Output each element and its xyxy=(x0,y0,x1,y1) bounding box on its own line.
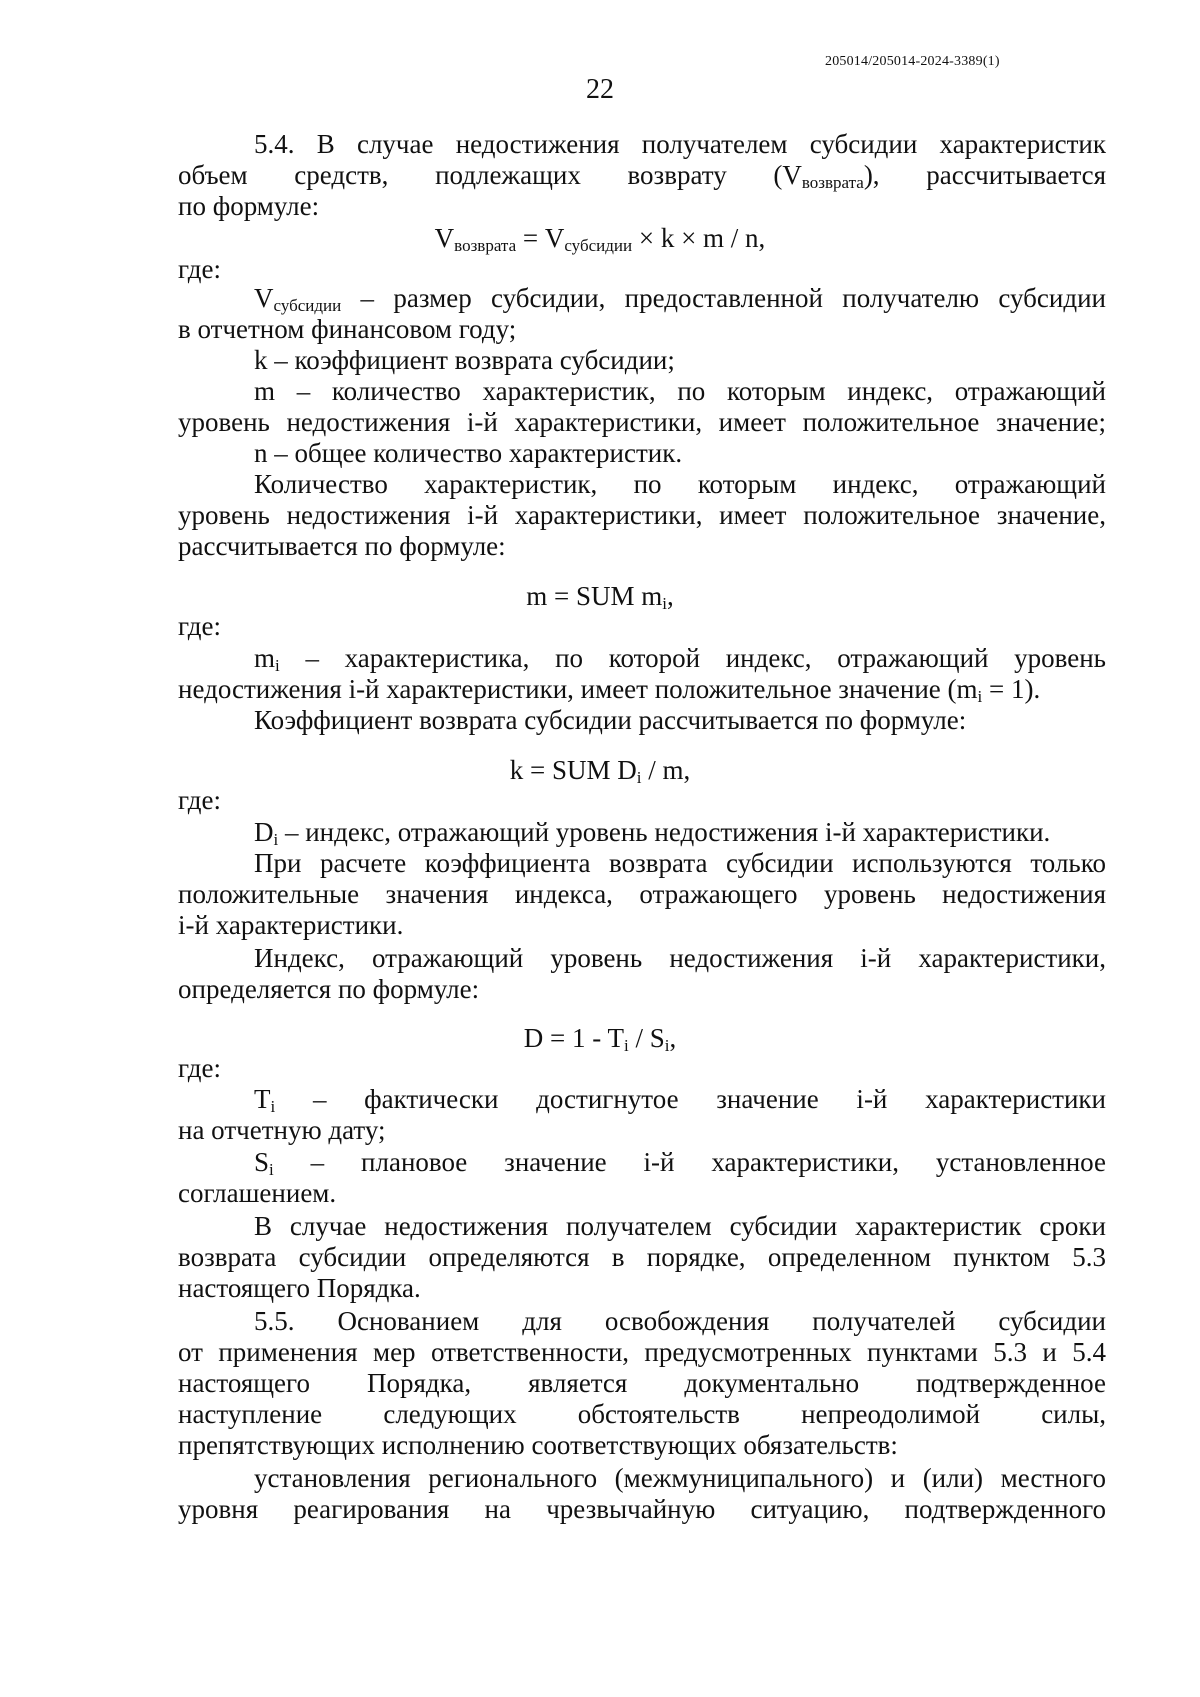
paragraph-5-5-line-2: от применения мер ответственности, предусмотренных пунктами 5.3 и 5.4 xyxy=(178,1337,1106,1367)
term-paragraph-line-3: настоящего Порядка. xyxy=(178,1273,421,1303)
mi-definition-line-2: недостижения i-й характеристики, имеет положительное значение $(m_i = 1)$. xyxy=(178,674,1041,706)
where-label: где: xyxy=(178,1053,221,1083)
establishment-line-2: уровня реагирования на чрезвычайную ситуацию, подтвержденного xyxy=(178,1494,1106,1524)
ti-definition-line-1: $T_i$ – фактически достигнутое значение i-й характеристики xyxy=(254,1084,1106,1116)
coefficient-intro: Коэффициент возврата субсидии рассчитывается по формуле: xyxy=(254,705,967,735)
paragraph-5-4-line-2: объем средств, подлежащих возврату $(V_{возврата})$, рассчитывается xyxy=(178,160,1106,192)
paragraph-5-4-line-1: 5.4. В случае недостижения получателем субсидии характеристик xyxy=(254,129,1106,159)
calc-note-line-3: i-й характеристики. xyxy=(178,910,404,940)
ti-definition-line-2: на отчетную дату; xyxy=(178,1115,386,1145)
term-paragraph-line-1: В случае недостижения получателем субсидии характеристик сроки xyxy=(254,1211,1106,1241)
n-definition: n – общее количество характеристик. xyxy=(254,438,683,468)
where-label: где: xyxy=(178,611,221,641)
paragraph-5-5-line-1: 5.5. Основанием для освобождения получателей субсидии xyxy=(254,1306,1106,1336)
where-label: где: xyxy=(178,254,221,284)
formula-d: $D = 1 - T_i / S_i$, xyxy=(523,1023,677,1055)
index-paragraph-line-2: определяется по формуле: xyxy=(178,974,480,1004)
page-number: 22 xyxy=(586,74,614,105)
establishment-line-1: установления регионального (межмуниципального) и (или) местного xyxy=(254,1463,1106,1493)
formula-k: k = SUM $D_i$ / m, xyxy=(509,755,691,787)
v-subsidy-definition-line-1: $V_{субсидии}$ – размер субсидии, предоставленной получателю субсидии xyxy=(254,283,1106,315)
where-label: где: xyxy=(178,785,221,815)
k-definition: k – коэффициент возврата субсидии; xyxy=(254,345,675,375)
paragraph-5-5-line-4: наступление следующих обстоятельств непреодолимой силы, xyxy=(178,1399,1106,1429)
count-paragraph-line-3: рассчитывается по формуле: xyxy=(178,531,506,561)
term-paragraph-line-2: возврата субсидии определяются в порядке, определенном пунктом 5.3 xyxy=(178,1242,1106,1272)
formula-m: m = SUM $m_i$, xyxy=(526,581,674,613)
v-subsidy-definition-line-2: в отчетном финансовом году; xyxy=(178,314,517,344)
calc-note-line-2: положительные значения индекса, отражающего уровень недостижения xyxy=(178,879,1106,909)
si-definition-line-1: $S_i$ – плановое значение i-й характеристики, установленное xyxy=(254,1147,1106,1179)
count-paragraph-line-2: уровень недостижения i-й характеристики, имеет положительное значение, xyxy=(178,500,1106,530)
document-id: 205014/205014-2024-3389(1) xyxy=(825,54,1000,69)
count-paragraph-line-1: Количество характеристик, по которым индекс, отражающий xyxy=(254,469,1106,499)
di-definition: $D_i$ – индекс, отражающий уровень недостижения i-й характеристики. xyxy=(254,817,1051,849)
paragraph-5-5-line-5: препятствующих исполнению соответствующих обязательств: xyxy=(178,1430,898,1460)
index-paragraph-line-1: Индекс, отражающий уровень недостижения i-й характеристики, xyxy=(254,943,1106,973)
formula-refund: $V_{возврата} = V_{субсидии} \times k \times m / n$, xyxy=(434,223,766,255)
mi-definition-line-1: $m_i$ – характеристика, по которой индекс, отражающий уровень xyxy=(254,643,1106,675)
paragraph-5-4-line-3: по формуле: xyxy=(178,191,320,221)
m-definition-line-1: m – количество характеристик, по которым индекс, отражающий xyxy=(254,376,1106,406)
si-definition-line-2: соглашением. xyxy=(178,1178,337,1208)
paragraph-5-5-line-3: настоящего Порядка, является документально подтвержденное xyxy=(178,1368,1106,1398)
m-definition-line-2: уровень недостижения i-й характеристики, имеет положительное значение; xyxy=(178,407,1106,437)
calc-note-line-1: При расчете коэффициента возврата субсидии используются только xyxy=(254,848,1106,878)
